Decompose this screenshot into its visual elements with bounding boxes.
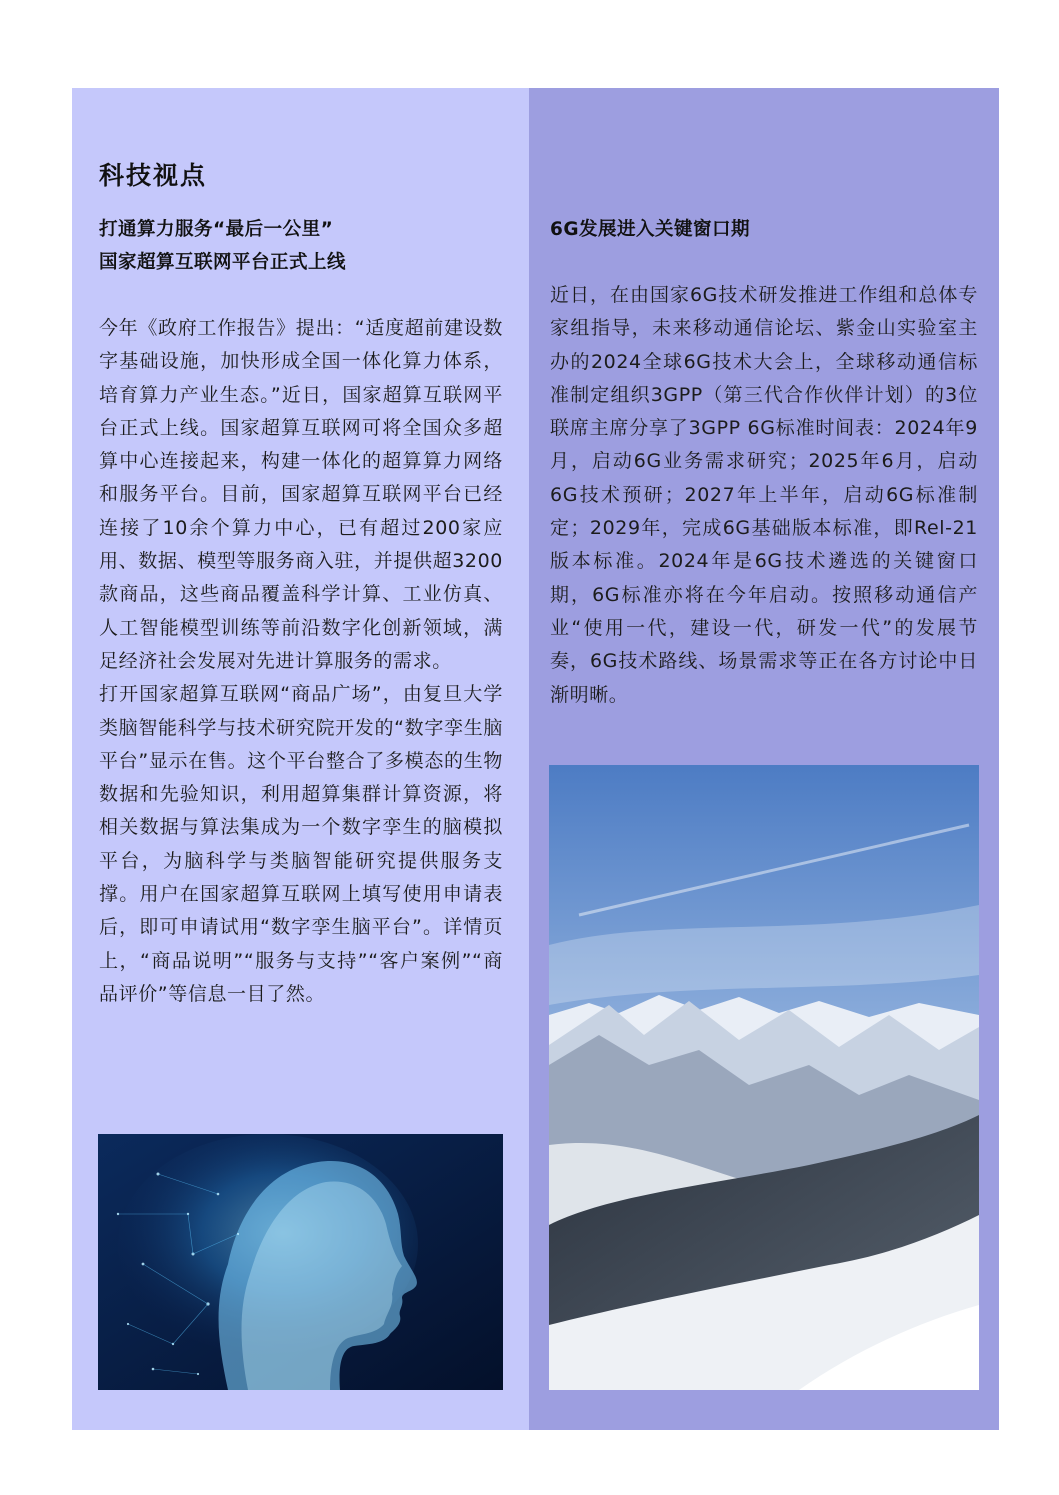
face-illustration <box>98 1134 503 1390</box>
digital-brain-face-image <box>98 1134 503 1390</box>
left-paragraph-1: 今年《政府工作报告》提出：“适度超前建设数字基础设施，加快形成全国一体化算力体系，培育算力产业生态。”近日，国家超算互联网平台正式上线。国家超算互联网可将全国众多超算中心连接起来，构建一体化的超算算力网络和服务平台。目前，国家超算互联网平台已经连接了10余个算力中心，已有超过200家应用、数据、模型等服务商入驻，并提供超3200款商品，这些商品覆盖科学计算、工业仿真、人工智能模型训练等前沿数字化创新领域，满足经济社会发展对先进计算服务的需求。 <box>99 317 503 672</box>
left-headline-line1: 打通算力服务“最后一公里” <box>99 219 334 240</box>
right-article-headline: 6G发展进入关键窗口期 <box>550 219 751 240</box>
right-paragraph: 近日，在由国家6G技术研发推进工作组和总体专家组指导，未来移动通信论坛、紫金山实验室主办的2024全球6G技术大会上，全球移动通信标准制定组织3GPP（第三代合作伙伴计划）的3位联席主席分享了3GPP 6G标准时间表：2024年9月，启动6G业务需求研究；2025年6月，启动6G技术预研；2027年上半年，启动6G标准制定；2029年，完成6G基础版本标准，即Rel-21版本标准。2024年是6G技术遴选的关键窗口期，6G标准亦将在今年启动。按照移动通信产业“使用一代，建设一代，研发一代”的发展节奏，6G技术路线、场景需求等正在各方讨论中日渐明晰。 <box>550 284 978 706</box>
mountain-illustration <box>549 765 979 1390</box>
left-paragraph-2: 打开国家超算互联网“商品广场”，由复旦大学类脑智能科学与技术研究院开发的“数字孪生脑平台”显示在售。这个平台整合了多模态的生物数据和先验知识，利用超算集群计算资源，将相关数据与算法集成为一个数字孪生的脑模拟平台，为脑科学与类脑智能研究提供服务支撑。用户在国家超算互联网上填写使用申请表后，即可申请试用“数字孪生脑平台”。详情页上，“商品说明”“服务与支持”“客户案例”“商品评价”等信息一目了然。 <box>99 683 503 1005</box>
left-article-headline <box>99 213 346 279</box>
left-column <box>72 88 529 1430</box>
section-title: 科技视点 <box>99 161 208 190</box>
snowy-mountain-image <box>549 765 979 1390</box>
right-column <box>529 88 999 1430</box>
left-article-body <box>99 312 503 1011</box>
left-headline-line2: 国家超算互联网平台正式上线 <box>99 252 347 273</box>
right-article-body <box>550 279 978 712</box>
